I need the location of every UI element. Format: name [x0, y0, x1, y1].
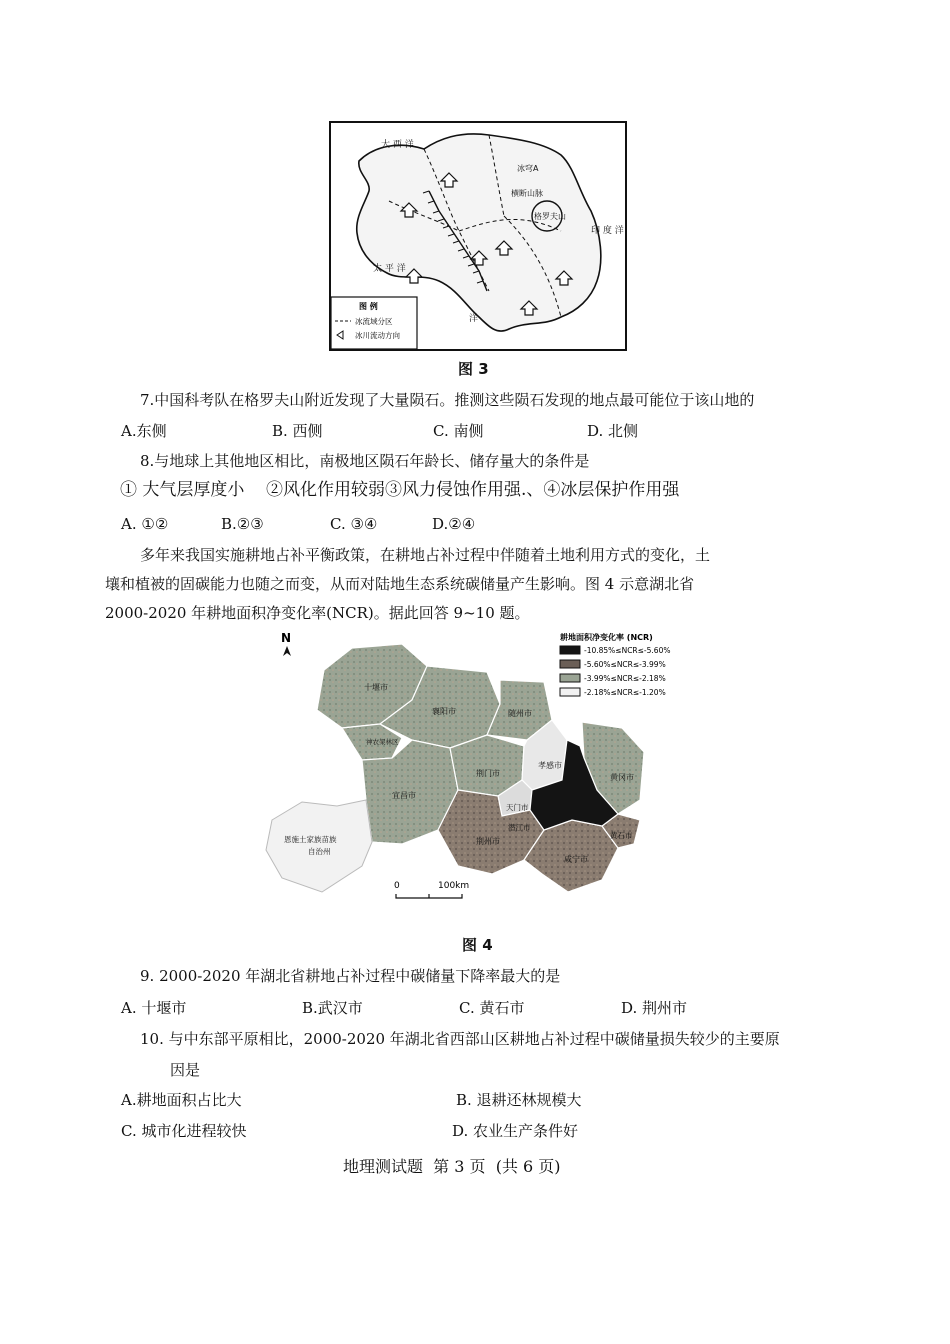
city-label-jingmen: 荆门市 — [476, 769, 500, 778]
fig3-legend-item-basin: 冰流域分区 — [355, 317, 393, 326]
q7-stem: 7.中国科考队在格罗夫山附近发现了大量陨石。推测这些陨石发现的地点最可能位于该山地的 — [140, 391, 755, 409]
city-label-yichang: 宜昌市 — [392, 791, 416, 800]
fig4-legend-item-2: -5.60%≤NCR≤-3.99% — [584, 660, 666, 669]
ocean-label-extra: 洋 — [469, 314, 479, 324]
fig4-legend — [560, 632, 670, 697]
ocean-label-pacific: 太 平 洋 — [373, 264, 406, 274]
city-label-xiaogan: 孝感市 — [538, 761, 562, 770]
mountain-label-dome-a: 冰穹A — [517, 164, 539, 173]
page-footer: 地理测试题 第 3 页 (共 6 页) — [343, 1157, 561, 1176]
city-label-huanggang: 黄冈市 — [610, 773, 634, 782]
q8-option-b: B.②③ — [221, 515, 264, 533]
q9-option-d: D. 荆州市 — [621, 999, 688, 1017]
city-label-tianmen: 天门市 — [506, 803, 529, 812]
q10-stem-line-1: 10. 与中东部平原相比，2000-2020 年湖北省西部山区耕地占补过程中碳储量损失较少的主要原 — [140, 1030, 780, 1048]
q10-option-a: A.耕地面积占比大 — [121, 1091, 242, 1109]
q9-option-c: C. 黄石市 — [459, 999, 525, 1017]
city-label-enshi-1: 恩施土家族苗族 — [284, 835, 337, 844]
city-label-qianjiang: 潜江市 — [508, 823, 531, 832]
fig3-legend-item-flow: 冰川流动方向 — [355, 331, 400, 340]
fig4-legend-item-3: -3.99%≤NCR≤-2.18% — [584, 674, 666, 683]
q9-option-b: B.武汉市 — [302, 999, 363, 1017]
q7-option-c: C. 南侧 — [433, 422, 484, 440]
city-label-xiangyang: 襄阳市 — [432, 707, 456, 716]
city-label-shiyan: 十堰市 — [364, 683, 388, 692]
ocean-label-atlantic: 大 西 洋 — [381, 140, 414, 150]
q8-option-d: D.②④ — [432, 515, 476, 533]
passage-line-1: 多年来我国实施耕地占补平衡政策，在耕地占补过程中伴随着土地利用方式的变化，土 — [140, 546, 711, 564]
fig3-legend-title: 图 例 — [359, 302, 378, 311]
mountain-label-grove: 格罗夫山 — [534, 212, 566, 221]
figure-3-antarctica-map — [329, 121, 627, 351]
scale-zero: 0 — [394, 881, 400, 891]
city-label-suizhou: 随州市 — [508, 709, 532, 718]
mountain-label-ridge: 横断山脉 — [511, 189, 543, 198]
q10-option-d: D. 农业生产条件好 — [452, 1122, 579, 1140]
north-arrow — [281, 631, 291, 656]
q8-option-a: A. ①② — [121, 515, 169, 533]
q7-option-a: A.东侧 — [121, 422, 167, 440]
q9-stem: 9. 2000-2020 年湖北省耕地占补过程中碳储量下降率最大的是 — [140, 967, 561, 985]
q8-conditions: ① 大气层厚度小 ②风化作用较弱③风力侵蚀作用强.、④冰层保护作用强 — [120, 480, 680, 500]
city-label-shennongjia: 神农架林区 — [366, 738, 399, 746]
fig4-legend-title: 耕地面积净变化率 (NCR) — [560, 633, 653, 642]
fig4-caption: 图 4 — [462, 936, 493, 954]
fig4-scale-bar — [394, 881, 469, 898]
passage-line-2: 壤和植被的固碳能力也随之而变，从而对陆地生态系统碳储量产生影响。图 4 示意湖北省 — [105, 575, 695, 593]
city-label-jingzhou: 荆州市 — [476, 837, 500, 846]
fig3-caption: 图 3 — [458, 360, 489, 378]
ocean-label-indian: 印 度 洋 — [591, 226, 624, 236]
fig4-legend-item-1: -10.85%≤NCR≤-5.60% — [584, 646, 671, 655]
city-label-enshi-2: 自治州 — [308, 847, 331, 856]
north-label: N — [281, 631, 292, 645]
fig4-legend-item-4: -2.18%≤NCR≤-1.20% — [584, 688, 666, 697]
q8-option-c: C. ③④ — [330, 515, 378, 533]
q9-option-a: A. 十堰市 — [121, 999, 187, 1017]
city-label-xianning: 咸宁市 — [564, 855, 588, 864]
q10-stem-line-2: 因是 — [170, 1061, 201, 1079]
q10-option-c: C. 城市化进程较快 — [121, 1122, 247, 1140]
q7-option-b: B. 西侧 — [272, 422, 323, 440]
q7-option-d: D. 北侧 — [587, 422, 639, 440]
q10-option-b: B. 退耕还林规模大 — [456, 1091, 582, 1109]
q8-stem: 8.与地球上其他地区相比，南极地区陨石年龄长、储存量大的条件是 — [140, 452, 590, 470]
passage-line-3: 2000-2020 年耕地面积净变化率(NCR)。据此回答 9~10 题。 — [105, 604, 530, 622]
city-label-huangshi: 黄石市 — [610, 831, 633, 840]
scale-label: 100km — [438, 881, 470, 891]
figure-4-hubei-map — [262, 630, 694, 915]
fig3-legend — [331, 297, 417, 349]
